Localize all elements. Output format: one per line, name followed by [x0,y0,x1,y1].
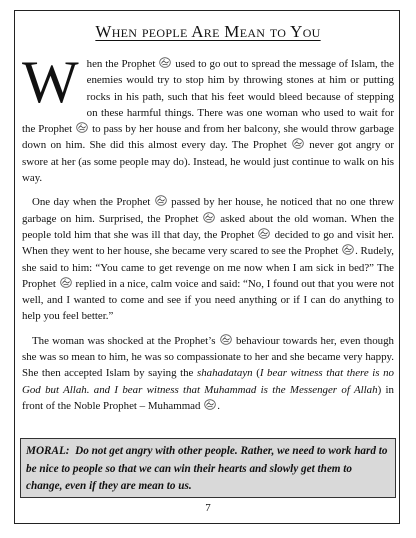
drop-cap: W [22,49,79,115]
story-body [22,49,395,422]
page-title: When people Are Mean to You [95,22,321,41]
moral-label: MORAL: [26,445,70,457]
paragraph-1: When the Prophet used to go out to spread the message of Islam, the enemies would try to stop him by throwing stones at him or putting rocks in his path, such that his feet would bleed because of stepping on these harmful things. There was one woman who used to wait for the Prophet to pass by her house and from her balcony, she would throw garbage down on him. She did this almost every day. The Prophet never got angry or swore at her (as some people may do). Instead, he would just continue to walk on his way. [22,49,394,185]
saw-blessing-icon [60,277,72,288]
moral-text: Do not get angry with other people. Rather, we need to work hard to be nice to people so that we can win their hearts and slowly get them to change, even if they are mean to us. [26,445,388,492]
saw-blessing-icon [203,212,215,223]
paragraph-2: One day when the Prophet passed by her house, he noticed that no one threw garbage on him. Surprised, the Prophet asked about the old woman. When the people told him that she was ill that day, the Prophet decided to go and visit her. When they went to her house, she became very scared to see the Prophet . Rudely, she said to him: “You came to get revenge on me now when I am sick in bed?” The Prophet replied in a nice, calm voice and said: “No, I found out that you were not well, and I wanted to come and see if you need anything or if I can do anything to help you feel better.” [22,196,394,323]
shahadatayn-term: shahadatayn [196,367,253,380]
saw-blessing-icon [220,334,232,345]
saw-blessing-icon [292,138,304,149]
page-number: 7 [205,502,211,514]
saw-blessing-icon [342,244,354,255]
paragraph-3: The woman was shocked at the Prophet’s behaviour towards her, even though she was so mean to him, he was so compassionate to her and she became very happy. She then accepted Islam by saying the shahadatayn (I bear witness that there is no God but Allah. and I bear witness that Muhammad is the Messenger of Allah) in front of the Noble Prophet – Muhammad . [22,334,395,412]
moral-box [20,438,396,498]
saw-blessing-icon [76,122,88,133]
saw-blessing-icon [258,228,270,239]
saw-blessing-icon [159,57,171,68]
shahadah-translation: I bear witness that there is no God but Allah. and I bear witness that Muhammad is the Messenger of Allah [22,367,394,396]
saw-blessing-icon [155,195,167,206]
saw-blessing-icon [204,399,216,410]
